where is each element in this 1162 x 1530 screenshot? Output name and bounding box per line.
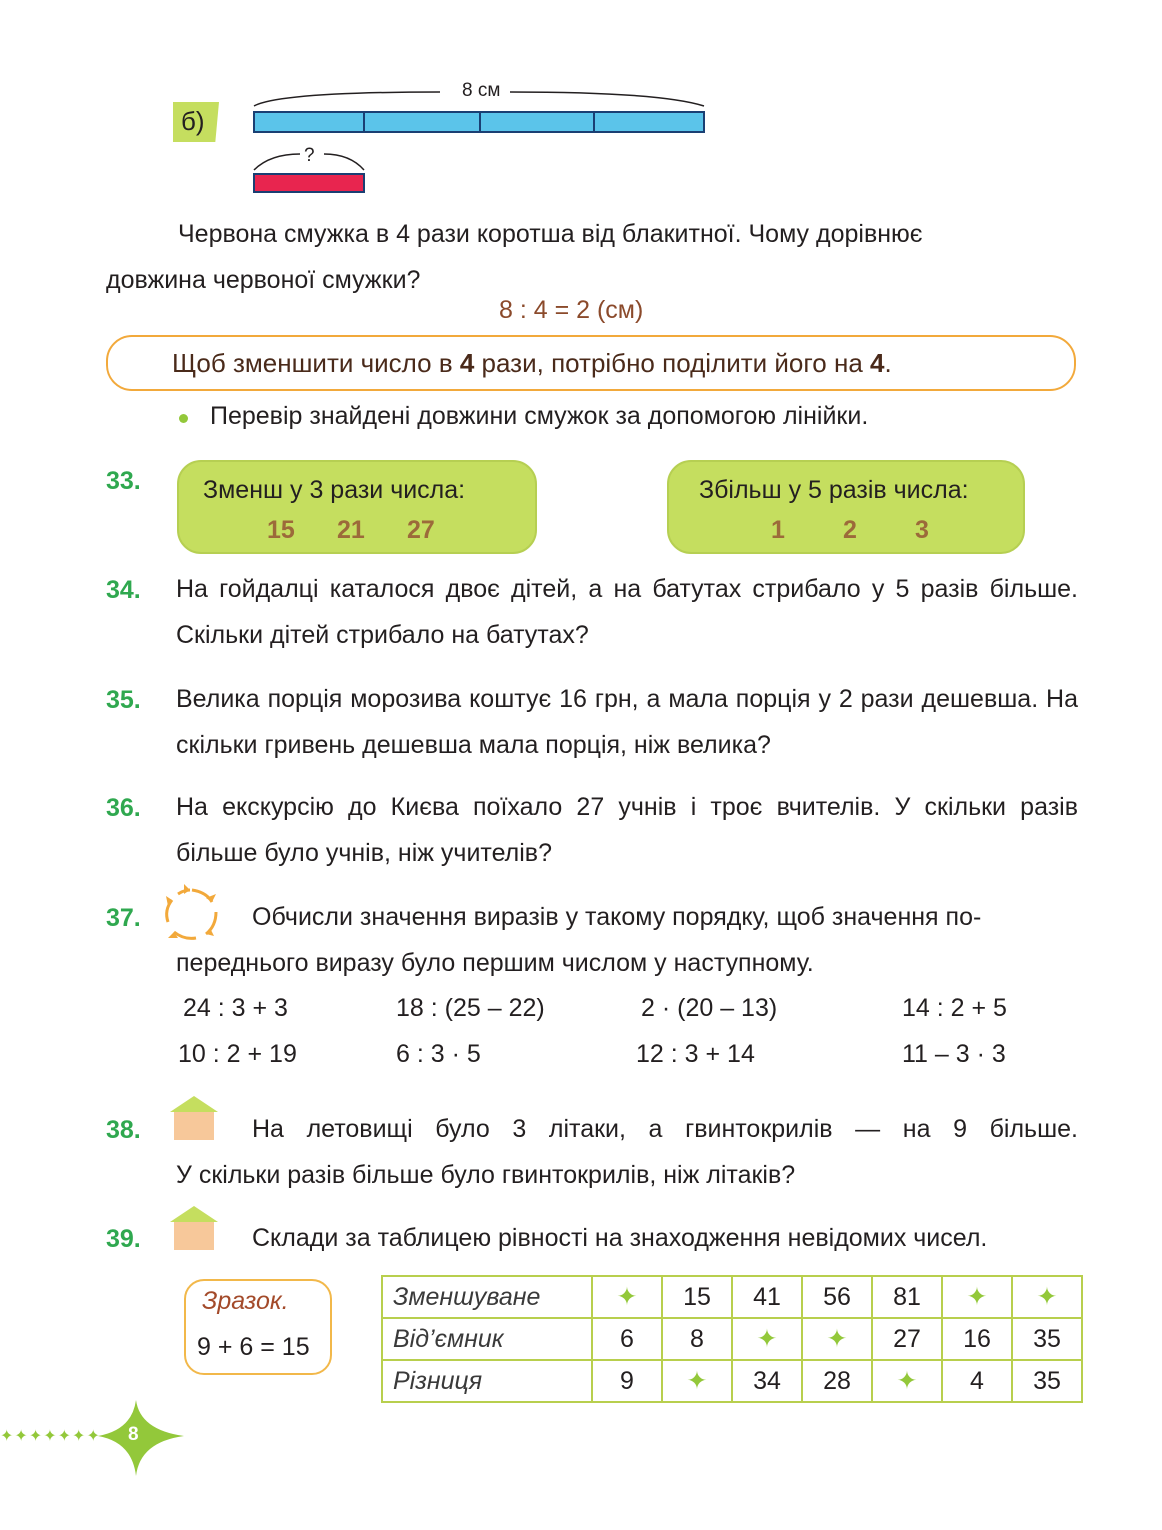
task-33-left-values: 15 21 27 <box>267 516 435 544</box>
sample-equation: 9 + 6 = 15 <box>197 1333 310 1361</box>
figure-label: б) <box>181 106 205 136</box>
table-cell: 15 <box>662 1276 732 1318</box>
expression: 10 : 2 + 19 <box>178 1040 297 1068</box>
table-cell: 35 <box>1012 1318 1082 1360</box>
red-strip-question: ? <box>304 145 315 166</box>
table-cell: ✦ <box>662 1360 732 1402</box>
table-cell: ✦ <box>872 1360 942 1402</box>
task-33-right-values: 1 2 3 <box>771 516 929 544</box>
task-39-number: 39. <box>106 1225 141 1253</box>
red-strip <box>254 174 364 192</box>
task-37-number: 37. <box>106 904 141 932</box>
decorative-stars: ✦✦✦✦✦✦✦ <box>0 1428 101 1445</box>
expression: 6 : 3 · 5 <box>396 1040 481 1068</box>
blue-strip-length: 8 см <box>459 80 503 102</box>
task-37-line-1: Обчисли значення виразів у такому порядку, щоб значення по- <box>252 903 982 931</box>
rule-text: Щоб зменшити число в 4 рази, потрібно поділити його на 4. <box>172 348 892 378</box>
table-cell: ✦ <box>942 1276 1012 1318</box>
table-cell: ✦ <box>1012 1276 1082 1318</box>
table-row <box>382 1318 1082 1360</box>
task-39-text: Склади за таблицею рівності на знаходження невідомих чисел. <box>252 1224 988 1252</box>
task-33-left-box <box>177 460 537 554</box>
house-icon <box>164 1094 224 1142</box>
subtraction-table <box>381 1275 1083 1403</box>
table-cell: 56 <box>802 1276 872 1318</box>
table-cell: ✦ <box>732 1318 802 1360</box>
expression: 24 : 3 + 3 <box>183 994 288 1022</box>
table-cell: 35 <box>1012 1360 1082 1402</box>
task-38-line-1: На летовищі було 3 літаки, а гвинтокрилів — на 9 більше. <box>252 1115 1078 1143</box>
row-header: Різниця <box>382 1360 592 1402</box>
table-cell: 41 <box>732 1276 802 1318</box>
table-cell: 28 <box>802 1360 872 1402</box>
intro-line-1: Червона смужка в 4 рази коротша від блакитної. Чому дорівнює <box>178 220 923 248</box>
table-cell: ✦ <box>592 1276 662 1318</box>
task-37-line-2: переднього виразу було першим числом у наступному. <box>176 949 814 977</box>
task-38-line-2: У скільки разів більше було гвинтокрилів, ніж літаків? <box>176 1161 796 1189</box>
expression: 14 : 2 + 5 <box>902 994 1007 1022</box>
page-number-star-icon <box>96 1396 186 1478</box>
table-row <box>382 1276 1082 1318</box>
intro-equation: 8 : 4 = 2 (см) <box>499 296 644 324</box>
task-33-number: 33. <box>106 467 141 495</box>
intro-line-2: довжина червоної смужки? <box>106 266 421 294</box>
sample-label: Зразок. <box>202 1287 289 1315</box>
task-33-right-box <box>667 460 1025 554</box>
row-header: Зменшуване <box>382 1276 592 1318</box>
table-cell: 8 <box>662 1318 732 1360</box>
bullet-text: Перевір знайдені довжини смужок за допомогою лінійки. <box>210 402 869 430</box>
task-34-number: 34. <box>106 576 141 604</box>
table-cell: 9 <box>592 1360 662 1402</box>
task-33-left-title: Зменш у 3 рази числа: <box>203 476 466 504</box>
cycle-arrows-icon <box>160 884 224 944</box>
bullet-dot <box>179 414 188 423</box>
task-35-text: Велика порція морозива коштує 16 грн, а мала порція у 2 рази дешевша. На скільки гривень дешевша мала порція, ніж велика? <box>176 685 1078 759</box>
table-cell: 4 <box>942 1360 1012 1402</box>
expression: 12 : 3 + 14 <box>636 1040 755 1068</box>
table-cell: 34 <box>732 1360 802 1402</box>
task-36-number: 36. <box>106 794 141 822</box>
row-header: Від’ємник <box>382 1318 592 1360</box>
table-cell: 6 <box>592 1318 662 1360</box>
table-row <box>382 1360 1082 1402</box>
table-cell: 16 <box>942 1318 1012 1360</box>
task-36-text: На екскурсію до Києва поїхало 27 учнів і троє вчителів. У скільки разів більше було учнів, ніж учителів? <box>176 793 1078 867</box>
house-icon <box>164 1204 224 1252</box>
table-cell: 27 <box>872 1318 942 1360</box>
task-38-number: 38. <box>106 1116 141 1144</box>
task-33-right-title: Збільш у 5 разів числа: <box>699 476 969 504</box>
expression: 18 : (25 – 22) <box>396 994 545 1022</box>
task-34-text: На гойдалці каталося двоє дітей, а на батутах стрибало у 5 разів більше. Скільки дітей стрибало на батутах? <box>176 575 1078 649</box>
expression: 2 · (20 – 13) <box>641 994 778 1022</box>
expression: 11 – 3 · 3 <box>902 1040 1006 1068</box>
table-cell: 81 <box>872 1276 942 1318</box>
task-35-number: 35. <box>106 686 141 714</box>
table-cell: ✦ <box>802 1318 872 1360</box>
page-number: 8 <box>128 1424 139 1445</box>
